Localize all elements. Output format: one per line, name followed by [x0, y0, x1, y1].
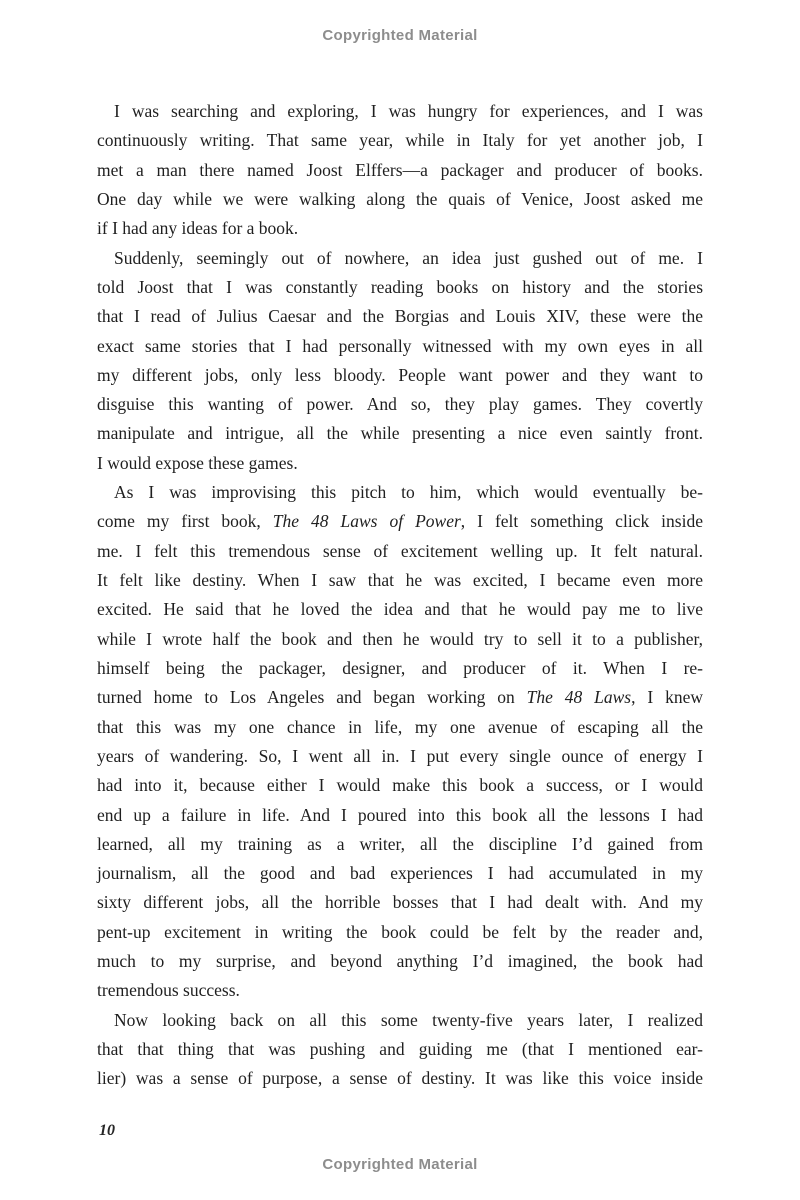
text-segment: while I wrote half the book and then he would try to sell it to a publisher, — [97, 628, 703, 649]
text-segment: exact same stories that I had personally witnessed with my own eyes in all — [97, 335, 703, 356]
text-segment: Suddenly, seemingly out of nowhere, an idea just gushed out of me. I — [114, 247, 703, 268]
text-segment: sixty different jobs, all the horrible bosses that I had dealt with. And my — [97, 892, 703, 913]
book-title-italic: The 48 Laws — [526, 687, 632, 708]
text-segment: years of wandering. So, I went all in. I put every single ounce of energy I — [97, 745, 703, 766]
text-segment: As I was improvising this pitch to him, which would eventually be- — [114, 482, 703, 503]
text-line — [97, 742, 703, 771]
paragraph — [97, 244, 703, 479]
text-line — [97, 478, 703, 507]
text-line — [97, 1064, 703, 1093]
text-segment: met a man there named Joost Elffers—a packager and producer of books. — [97, 159, 703, 180]
text-line — [97, 126, 703, 155]
text-line — [97, 1006, 703, 1035]
text-segment: if I had any ideas for a book. — [97, 218, 299, 239]
copyright-notice-bottom: Copyrighted Material — [322, 1156, 478, 1173]
text-segment: himself being the packager, designer, and producer of it. When I re- — [97, 657, 703, 678]
text-segment: disguise this wanting of power. And so, they play games. They covertly — [97, 394, 703, 415]
text-segment: that I read of Julius Caesar and the Borgias and Louis XIV, these were the — [97, 306, 703, 327]
text-line — [97, 1035, 703, 1064]
text-line — [97, 449, 703, 478]
book-title-italic: The 48 Laws of Power — [272, 511, 461, 532]
text-line — [97, 976, 703, 1005]
text-segment: continuously writing. That same year, while in Italy for yet another job, I — [97, 130, 703, 151]
text-segment: that this was my one chance in life, my one avenue of escaping all the — [97, 716, 703, 737]
text-segment: lier) was a sense of purpose, a sense of destiny. It was like this voice inside — [97, 1068, 703, 1089]
text-line — [97, 156, 703, 185]
text-line — [97, 859, 703, 888]
text-line — [97, 771, 703, 800]
text-line — [97, 332, 703, 361]
text-line — [97, 361, 703, 390]
text-segment: It felt like destiny. When I saw that he was excited, I became even more — [97, 570, 703, 590]
text-line — [97, 566, 703, 595]
copyright-notice-top: Copyrighted Material — [322, 27, 478, 44]
text-line — [97, 507, 703, 536]
text-line — [97, 654, 703, 683]
text-segment: , I knew — [631, 687, 703, 708]
text-line — [97, 537, 703, 566]
text-segment: told Joost that I was constantly reading books on history and the stories — [97, 276, 703, 297]
text-line — [97, 801, 703, 830]
text-segment: tremendous success. — [97, 980, 240, 1001]
paragraph — [97, 97, 703, 244]
text-line — [97, 888, 703, 917]
page-text — [97, 97, 703, 1094]
text-segment: end up a failure in life. And I poured into this book all the lessons I had — [97, 804, 703, 825]
text-segment: I would expose these games. — [97, 452, 298, 473]
text-line — [97, 185, 703, 214]
text-line — [97, 713, 703, 742]
text-segment: pent-up excitement in writing the book could be felt by the reader and, — [97, 921, 703, 942]
text-segment: Now looking back on all this some twenty-five years later, I realized — [114, 1009, 703, 1030]
text-segment: me. I felt this tremendous sense of excitement welling up. It felt natural. — [97, 540, 703, 561]
text-line — [97, 244, 703, 273]
text-line — [97, 302, 703, 331]
paragraph — [97, 478, 703, 1006]
text-segment: manipulate and intrigue, all the while presenting a nice even saintly front. — [97, 423, 703, 444]
text-line — [97, 97, 703, 126]
text-segment: One day while we were walking along the quais of Venice, Joost asked me — [97, 188, 703, 209]
text-segment: I was searching and exploring, I was hungry for experiences, and I was — [114, 101, 703, 121]
text-segment: journalism, all the good and bad experiences I had accumulated in my — [97, 863, 703, 884]
text-segment: much to my surprise, and beyond anything I’d imagined, the book had — [97, 951, 703, 972]
text-segment: come my first book, — [97, 511, 273, 532]
text-segment: my different jobs, only less bloody. People want power and they want to — [97, 364, 703, 385]
text-line — [97, 595, 703, 624]
text-line — [97, 273, 703, 302]
text-line — [97, 625, 703, 654]
text-segment: , I felt something click inside — [460, 511, 703, 532]
paragraph — [97, 1006, 703, 1094]
text-line — [97, 419, 703, 448]
text-segment: turned home to Los Angeles and began working on — [97, 687, 527, 708]
text-segment: learned, all my training as a writer, all the discipline I’d gained from — [97, 833, 703, 854]
text-line — [97, 214, 703, 243]
page-number: 10 — [99, 1122, 115, 1139]
text-line — [97, 947, 703, 976]
text-segment: excited. He said that he loved the idea and that he would pay me to live — [97, 599, 703, 620]
text-line — [97, 918, 703, 947]
text-segment: had into it, because either I would make this book a success, or I would — [97, 775, 703, 796]
text-line — [97, 390, 703, 419]
text-line — [97, 830, 703, 859]
text-segment: that that thing that was pushing and guiding me (that I mentioned ear- — [97, 1039, 703, 1059]
text-line — [97, 683, 703, 712]
